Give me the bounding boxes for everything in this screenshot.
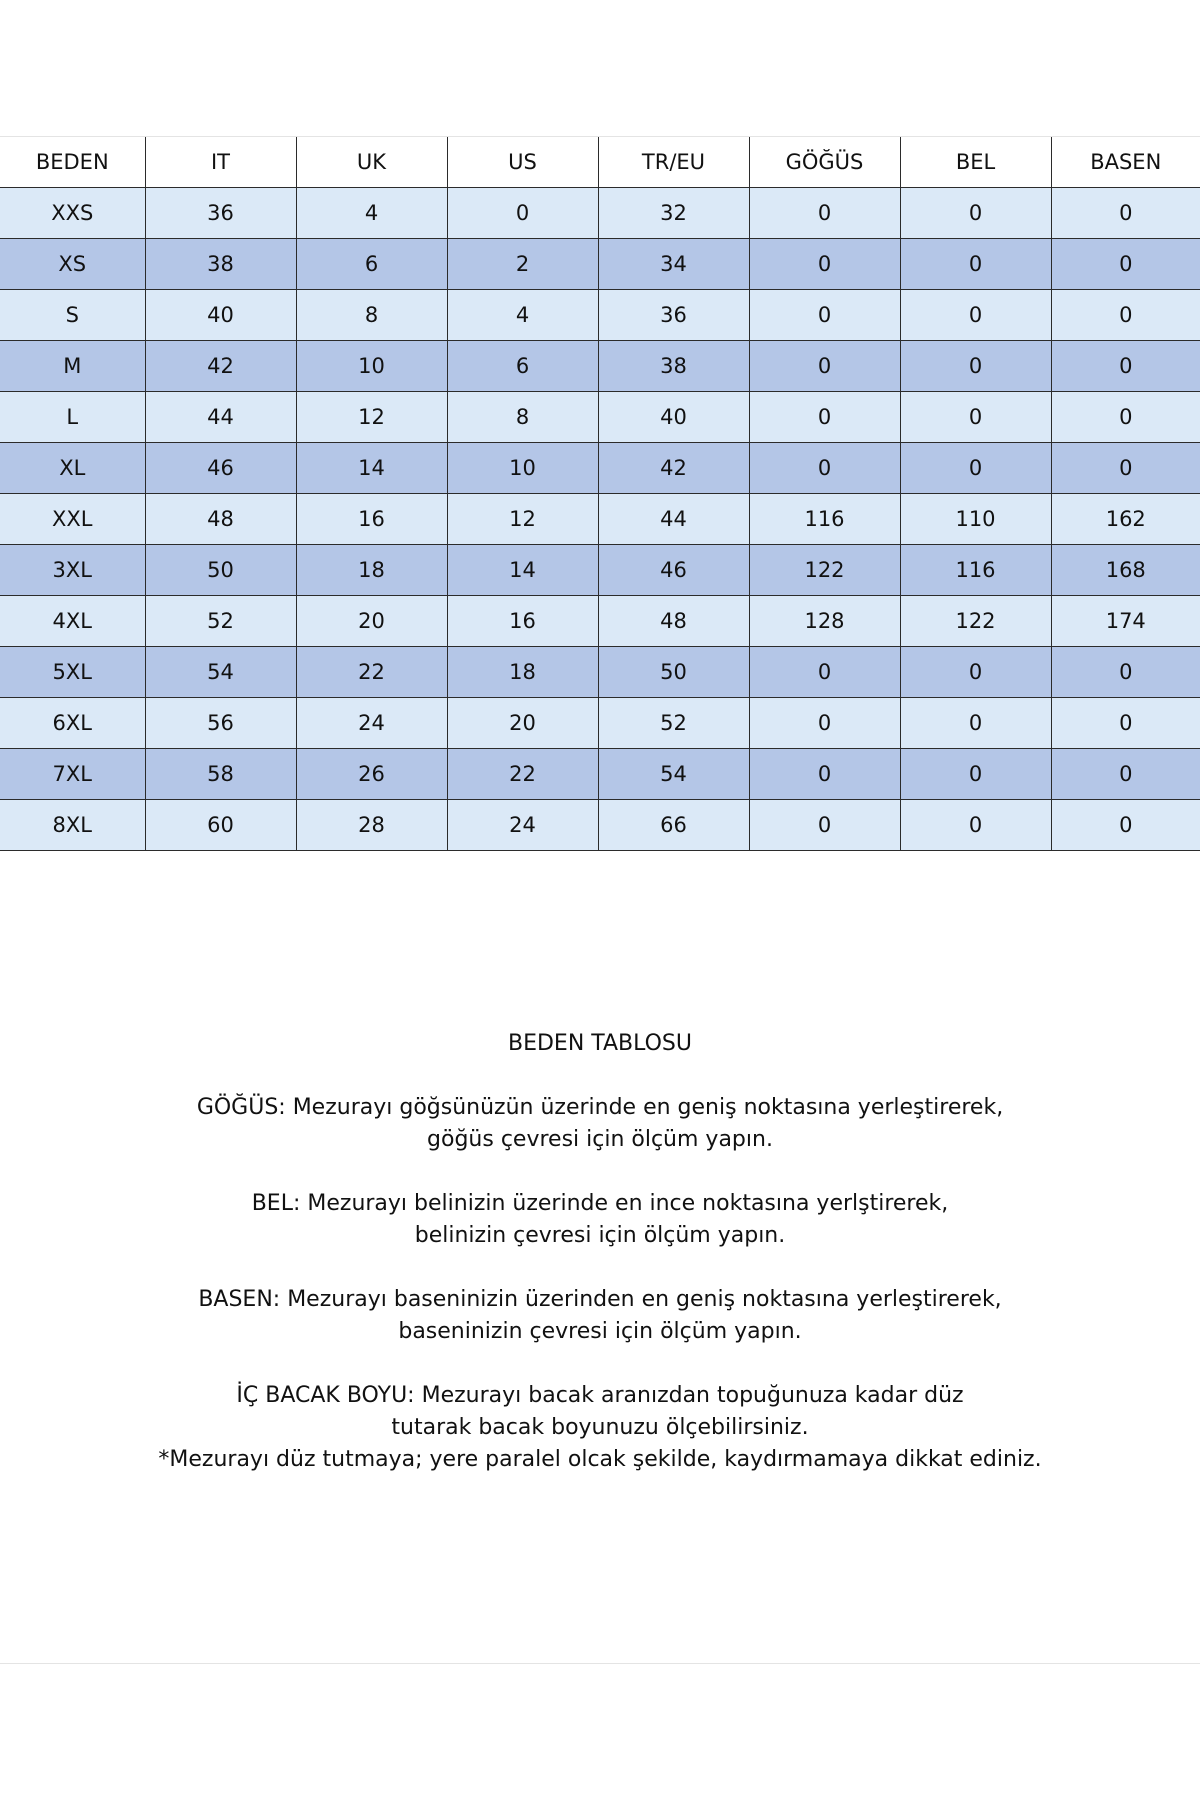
table-cell: 0	[749, 800, 900, 851]
table-cell: 0	[900, 698, 1051, 749]
column-header: BEDEN	[0, 137, 145, 188]
table-cell: 0	[749, 239, 900, 290]
table-cell: 12	[447, 494, 598, 545]
table-cell: 122	[900, 596, 1051, 647]
table-row	[0, 443, 1200, 494]
table-cell: 20	[447, 698, 598, 749]
table-cell: 0	[749, 443, 900, 494]
table-cell: 0	[749, 290, 900, 341]
size-label-cell: L	[0, 392, 145, 443]
hip-instructions	[0, 1284, 1200, 1348]
size-label-cell: XXL	[0, 494, 145, 545]
table-cell: 32	[598, 188, 749, 239]
table-cell: 0	[900, 290, 1051, 341]
table-row	[0, 647, 1200, 698]
bottom-divider	[0, 1663, 1200, 1664]
table-cell: 162	[1051, 494, 1200, 545]
table-cell: 34	[598, 239, 749, 290]
table-cell: 22	[447, 749, 598, 800]
table-cell: 40	[598, 392, 749, 443]
column-header: TR/EU	[598, 137, 749, 188]
table-row	[0, 239, 1200, 290]
inseam-instructions	[0, 1380, 1200, 1476]
table-cell: 122	[749, 545, 900, 596]
table-cell: 46	[145, 443, 296, 494]
table-cell: 0	[749, 698, 900, 749]
table-cell: 10	[447, 443, 598, 494]
table-cell: 0	[900, 188, 1051, 239]
table-cell: 66	[598, 800, 749, 851]
table-cell: 8	[296, 290, 447, 341]
table-cell: 46	[598, 545, 749, 596]
table-cell: 50	[145, 545, 296, 596]
table-cell: 0	[900, 647, 1051, 698]
table-cell: 128	[749, 596, 900, 647]
table-cell: 60	[145, 800, 296, 851]
table-cell: 0	[900, 341, 1051, 392]
waist-line-1: BEL: Mezurayı belinizin üzerinde en ince noktasına yerlştirerek,	[251, 1191, 949, 1216]
table-cell: 40	[145, 290, 296, 341]
table-cell: 0	[447, 188, 598, 239]
chest-instructions	[0, 1092, 1200, 1156]
size-label-cell: S	[0, 290, 145, 341]
table-cell: 116	[900, 545, 1051, 596]
table-cell: 18	[447, 647, 598, 698]
hip-line-2: baseninizin çevresi için ölçüm yapın.	[398, 1319, 802, 1344]
table-cell: 16	[447, 596, 598, 647]
inseam-line-2: tutarak bacak boyunuzu ölçebilirsiniz.	[391, 1415, 809, 1440]
waist-line-2: belinizin çevresi için ölçüm yapın.	[414, 1223, 786, 1248]
table-cell: 44	[598, 494, 749, 545]
table-cell: 28	[296, 800, 447, 851]
table-cell: 42	[145, 341, 296, 392]
column-header: BEL	[900, 137, 1051, 188]
table-cell: 38	[598, 341, 749, 392]
table-cell: 38	[145, 239, 296, 290]
table-row	[0, 494, 1200, 545]
table-cell: 0	[1051, 290, 1200, 341]
hip-line-1: BASEN: Mezurayı baseninizin üzerinden en geniş noktasına yerleştirerek,	[198, 1287, 1002, 1312]
guide-title: BEDEN TABLOSU	[507, 1031, 692, 1056]
table-cell: 0	[749, 647, 900, 698]
table-cell: 18	[296, 545, 447, 596]
table-cell: 0	[1051, 749, 1200, 800]
table-cell: 16	[296, 494, 447, 545]
size-label-cell: 4XL	[0, 596, 145, 647]
table-cell: 0	[749, 392, 900, 443]
table-row	[0, 341, 1200, 392]
table-cell: 48	[598, 596, 749, 647]
chest-line-1: GÖĞÜS: Mezurayı göğsünüzün üzerinde en geniş noktasına yerleştirerek,	[196, 1095, 1004, 1120]
column-header: IT	[145, 137, 296, 188]
table-cell: 12	[296, 392, 447, 443]
size-chart-table	[0, 137, 1200, 851]
table-cell: 0	[1051, 341, 1200, 392]
table-cell: 0	[1051, 392, 1200, 443]
column-header: BASEN	[1051, 137, 1200, 188]
table-cell: 6	[447, 341, 598, 392]
table-row	[0, 392, 1200, 443]
table-row	[0, 290, 1200, 341]
table-cell: 54	[598, 749, 749, 800]
table-body	[0, 188, 1200, 851]
table-cell: 0	[900, 800, 1051, 851]
table-row	[0, 188, 1200, 239]
column-header: GÖĞÜS	[749, 137, 900, 188]
table-cell: 24	[447, 800, 598, 851]
table-row	[0, 545, 1200, 596]
table-cell: 52	[598, 698, 749, 749]
size-label-cell: XXS	[0, 188, 145, 239]
table-cell: 6	[296, 239, 447, 290]
table-cell: 0	[1051, 800, 1200, 851]
table-cell: 54	[145, 647, 296, 698]
waist-instructions	[0, 1188, 1200, 1252]
size-label-cell: 6XL	[0, 698, 145, 749]
table-cell: 8	[447, 392, 598, 443]
table-cell: 0	[1051, 239, 1200, 290]
chest-line-2: göğüs çevresi için ölçüm yapın.	[427, 1127, 773, 1152]
table-cell: 4	[296, 188, 447, 239]
table-cell: 24	[296, 698, 447, 749]
table-cell: 168	[1051, 545, 1200, 596]
table-cell: 2	[447, 239, 598, 290]
table-cell: 110	[900, 494, 1051, 545]
size-label-cell: 5XL	[0, 647, 145, 698]
table-cell: 52	[145, 596, 296, 647]
table-cell: 0	[900, 392, 1051, 443]
table-cell: 56	[145, 698, 296, 749]
table-cell: 0	[1051, 443, 1200, 494]
table-cell: 0	[900, 749, 1051, 800]
table-cell: 0	[900, 443, 1051, 494]
inseam-note: *Mezurayı düz tutmaya; yere paralel olcak şekilde, kaydırmamaya dikkat ediniz.	[158, 1447, 1042, 1472]
table-cell: 20	[296, 596, 447, 647]
size-label-cell: M	[0, 341, 145, 392]
table-row	[0, 749, 1200, 800]
table-cell: 0	[1051, 698, 1200, 749]
size-label-cell: XS	[0, 239, 145, 290]
table-cell: 0	[900, 239, 1051, 290]
table-cell: 36	[598, 290, 749, 341]
column-header: UK	[296, 137, 447, 188]
table-cell: 50	[598, 647, 749, 698]
table-cell: 174	[1051, 596, 1200, 647]
table-cell: 48	[145, 494, 296, 545]
table-cell: 26	[296, 749, 447, 800]
size-label-cell: 7XL	[0, 749, 145, 800]
size-label-cell: 8XL	[0, 800, 145, 851]
table-cell: 22	[296, 647, 447, 698]
table-cell: 116	[749, 494, 900, 545]
column-header: US	[447, 137, 598, 188]
table-cell: 0	[749, 341, 900, 392]
table-cell: 0	[1051, 188, 1200, 239]
table-cell: 0	[1051, 647, 1200, 698]
table-cell: 42	[598, 443, 749, 494]
inseam-line-1: İÇ BACAK BOYU: Mezurayı bacak aranızdan topuğunuza kadar düz	[236, 1383, 964, 1408]
table-cell: 0	[749, 188, 900, 239]
table-cell: 58	[145, 749, 296, 800]
table-cell: 4	[447, 290, 598, 341]
size-label-cell: XL	[0, 443, 145, 494]
header-row	[0, 137, 1200, 188]
table-row	[0, 698, 1200, 749]
table-cell: 14	[296, 443, 447, 494]
table-row	[0, 596, 1200, 647]
table-cell: 44	[145, 392, 296, 443]
table-cell: 10	[296, 341, 447, 392]
size-label-cell: 3XL	[0, 545, 145, 596]
table-cell: 0	[749, 749, 900, 800]
table-row	[0, 800, 1200, 851]
table-cell: 36	[145, 188, 296, 239]
table-header	[0, 137, 1200, 188]
table-cell: 14	[447, 545, 598, 596]
measurement-guide	[0, 1028, 1200, 1508]
